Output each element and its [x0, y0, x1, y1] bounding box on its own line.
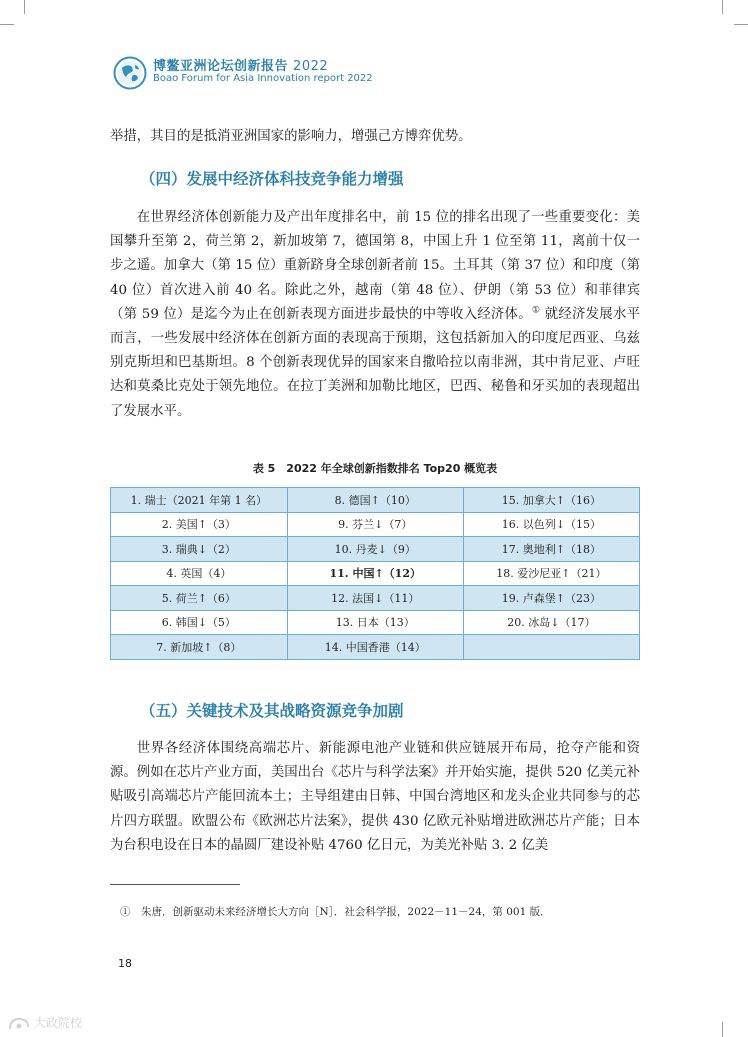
- page-number: 18: [118, 957, 132, 970]
- section-5-heading: （五）关键技术及其战略资源竞争加剧: [140, 702, 404, 720]
- table-cell: 17. 奥地利↑（18）: [463, 537, 639, 562]
- table-row: [111, 488, 640, 513]
- section-4-text: 在世界经济体创新能力及产出年度排名中，前 15 位的排名出现了一些重要变化：美国攀升至第 2，荷兰第 2，新加坡第 7，德国第 8，中国上升 1 位至第 11，离前十仅一步之遥。加拿大（第 15 位）重新跻身全球创新者前 15。土耳其（第 37 位）和印度（第 40 位）首次进入前 40 名。除此之外，越南（第 48 位）、伊朗（第 53 位）和菲律宾（第 59 位）是迄今为止在创新表现方面进步最快的中等收入经济体。: [110, 210, 640, 322]
- crop-mark-tl-h: [0, 24, 14, 25]
- table-cell: 3. 瑞典↓（2）: [111, 537, 288, 562]
- section-4-paragraph: [110, 206, 640, 424]
- table-cell: [463, 635, 639, 660]
- table-row: [111, 537, 640, 562]
- table-cell: 1. 瑞士（2021 年第 1 名）: [111, 488, 288, 513]
- gii-ranking-table: [110, 487, 640, 660]
- footnote-divider: [110, 884, 240, 885]
- section-4-text-tail: 就经济发展水平而言，一些发展中经济体在创新方面的表现高于预期，这包括新加入的印度尼西亚、乌兹别克斯坦和巴基斯坦。8 个创新表现优异的国家来自撒哈拉以南非洲，其中肯尼亚、卢旺达和莫桑比克处于领先地位。在拉丁美洲和加勒比地区，巴西、秘鲁和牙买加的表现超出了发展水平。: [110, 306, 640, 419]
- table-cell: 15. 加拿大↑（16）: [463, 488, 639, 513]
- table-row: [111, 586, 640, 611]
- table-cell: 2. 美国↑（3）: [111, 512, 288, 537]
- table-row: [111, 635, 640, 660]
- section-4-heading: （四）发展中经济体科技竞争能力增强: [140, 170, 404, 188]
- table-caption: 表 5 2022 年全球创新指数排名 Top20 概览表: [252, 462, 498, 475]
- table-cell: 20. 冰岛↓（17）: [463, 610, 639, 635]
- footnote-marker: ①: [531, 305, 541, 316]
- footnote: ① 朱唐．创新驱动未来经济增长大方向［N］．社会科学报，2022－11－24，第 001 版．: [120, 906, 551, 918]
- table-cell: 18. 爱沙尼亚↑（21）: [463, 561, 639, 586]
- table-row: [111, 610, 640, 635]
- table-row: [111, 512, 640, 537]
- watermark: [8, 1014, 82, 1031]
- table-cell: 14. 中国香港（14）: [287, 635, 463, 660]
- table-cell: 9. 芬兰↓（7）: [287, 512, 463, 537]
- header-title: 博鳌亚洲论坛创新报告 2022: [153, 59, 329, 74]
- table-cell: 12. 法国↓（11）: [287, 586, 463, 611]
- table-cell: 19. 卢森堡↑（23）: [463, 586, 639, 611]
- table-cell: 5. 荷兰↑（6）: [111, 586, 288, 611]
- table-cell: 7. 新加坡↑（8）: [111, 635, 288, 660]
- globe-logo-icon: [113, 56, 147, 90]
- table-cell-china: 11. 中国↑（12）: [287, 561, 463, 586]
- running-header: [113, 56, 413, 96]
- crop-mark-tl: [24, 0, 25, 14]
- watermark-text: 大政院校: [33, 1016, 82, 1030]
- watermark-logo-icon: [8, 1017, 30, 1031]
- intro-line: 举措，其目的是抵消亚洲国家的影响力，增强己方博弈优势。: [110, 129, 472, 144]
- table-cell: 6. 韩国↓（5）: [111, 610, 288, 635]
- crop-mark-tr-h: [734, 24, 748, 25]
- table-cell: 16. 以色列↓（15）: [463, 512, 639, 537]
- crop-mark-br: [722, 1022, 723, 1037]
- section-5-paragraph: 世界各经济体围绕高端芯片、新能源电池产业链和供应链展开布局，抢夺产能和资源。例如在芯片产业方面，美国出台《芯片与科学法案》并开始实施，提供 520 亿美元补贴吸引高端芯片产能回流本土；主导组建由日韩、中国台湾地区和龙头企业共同参与的芯片四方联盟。欧盟公布《欧洲芯片法案》，提供 430 亿欧元补贴增进欧洲芯片产能；日本为台积电设在日本的晶圆厂建设补贴 4760 亿日元，为美光补贴 3. 2 亿美: [110, 741, 640, 853]
- table-cell: 8. 德国↑（10）: [287, 488, 463, 513]
- header-subtitle: Boao Forum for Asia Innovation report 2022: [153, 73, 373, 84]
- table-cell: 10. 丹麦↓（9）: [287, 537, 463, 562]
- table-row: [111, 561, 640, 586]
- table-cell: 13. 日本（13）: [287, 610, 463, 635]
- table-cell: 4. 英国（4）: [111, 561, 288, 586]
- crop-mark-tr: [722, 0, 723, 14]
